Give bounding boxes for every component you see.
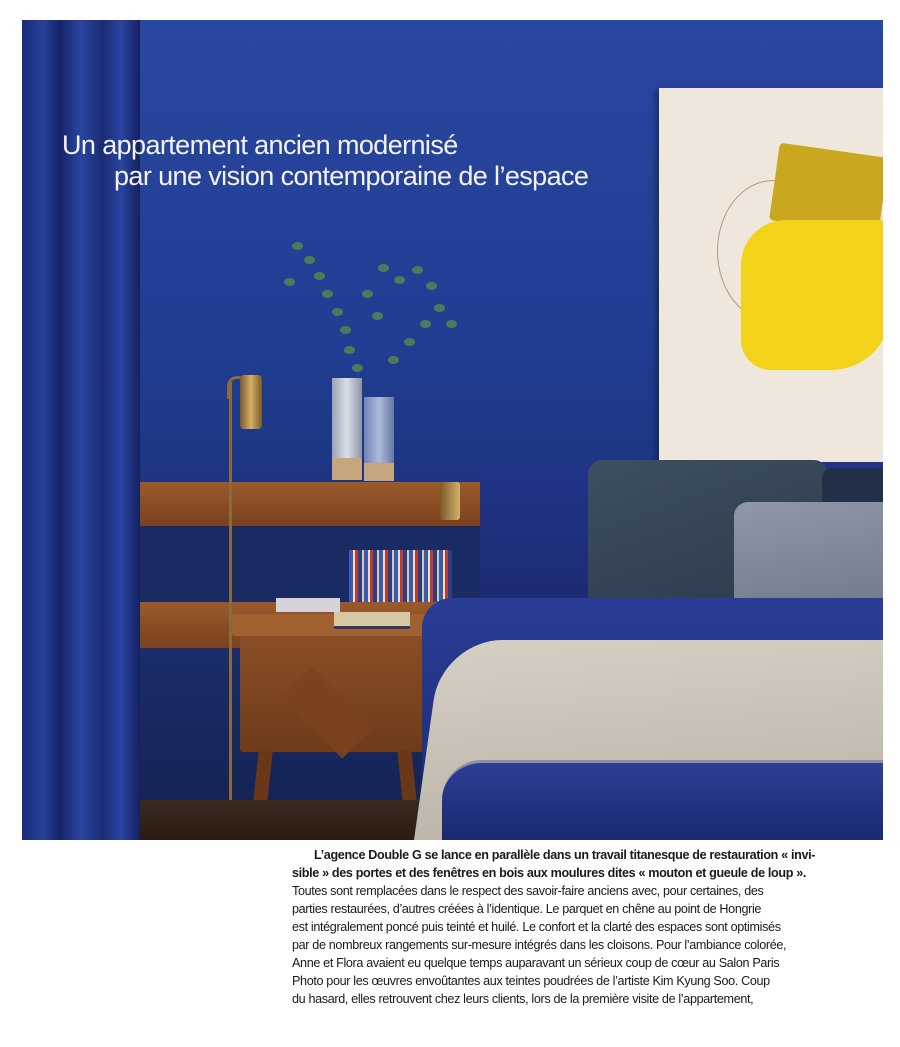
- small-box: [276, 598, 340, 612]
- eucalyptus-leaf: [340, 326, 351, 334]
- headline-line-2: par une vision contemporaine de l’espace: [114, 161, 589, 191]
- painting-yellow-shape: [741, 220, 883, 370]
- grey-vase-base: [332, 458, 362, 480]
- bedroom-photo: [22, 20, 883, 840]
- article-line: Photo pour les œuvres envoûtantes aux teintes poudrées de l’artiste Kim Kyung Soo. Coup: [292, 974, 770, 988]
- floor-lamp-head: [240, 375, 262, 429]
- eucalyptus-leaf: [404, 338, 415, 346]
- eucalyptus-leaf: [446, 320, 457, 328]
- book: [334, 612, 410, 629]
- blue-vase-base: [364, 463, 394, 481]
- article-body: [292, 846, 816, 1008]
- eucalyptus-leaf: [412, 266, 423, 274]
- duvet-foot: [442, 760, 883, 840]
- cd-stack: [349, 550, 452, 602]
- eucalyptus-leaf: [292, 242, 303, 250]
- photo-headline: [62, 130, 662, 192]
- eucalyptus-leaf: [426, 282, 437, 290]
- article-line: L’agence Double G se lance en parallèle dans un travail titanesque de restauration « invi-: [314, 848, 816, 862]
- eucalyptus-leaf: [378, 264, 389, 272]
- eucalyptus-leaf: [344, 346, 355, 354]
- eucalyptus-leaf: [322, 290, 333, 298]
- abstract-painting: [659, 88, 883, 462]
- reading-light: [440, 482, 460, 520]
- article-line: parties restaurées, d’autres créées à l’identique. Le parquet en chêne au point de Hongrie: [292, 902, 762, 916]
- article-line: du hasard, elles retrouvent chez leurs clients, lors de la première visite de l’appartement,: [292, 992, 754, 1006]
- eucalyptus-leaf: [314, 272, 325, 280]
- eucalyptus-leaf: [304, 256, 315, 264]
- eucalyptus-leaf: [332, 308, 343, 316]
- eucalyptus-leaf: [372, 312, 383, 320]
- eucalyptus-leaf: [394, 276, 405, 284]
- article-line: Anne et Flora avaient eu quelque temps auparavant un sérieux coup de cœur au Salon Paris: [292, 956, 780, 970]
- eucalyptus-leaf: [420, 320, 431, 328]
- article-line: sible » des portes et des fenêtres en bois aux moulures dites « mouton et gueule de loup ».: [292, 866, 807, 880]
- parquet-floor: [140, 800, 440, 840]
- article-line: Toutes sont remplacées dans le respect des savoir-faire anciens avec, pour certaines, des: [292, 884, 764, 898]
- article-line: est intégralement poncé puis teinté et huilé. Le confort et la clarté des espaces sont optimisés: [292, 920, 781, 934]
- eucalyptus-leaf: [284, 278, 295, 286]
- article-line: par de nombreux rangements sur-mesure intégrés dans les cloisons. Pour l’ambiance colorée,: [292, 938, 787, 952]
- floor-lamp-pole: [229, 382, 232, 840]
- eucalyptus-leaf: [352, 364, 363, 372]
- eucalyptus-leaf: [388, 356, 399, 364]
- eucalyptus-leaf: [362, 290, 373, 298]
- headline-line-1: Un appartement ancien modernisé: [62, 130, 458, 160]
- wooden-shelf-top: [140, 482, 480, 526]
- eucalyptus-leaf: [434, 304, 445, 312]
